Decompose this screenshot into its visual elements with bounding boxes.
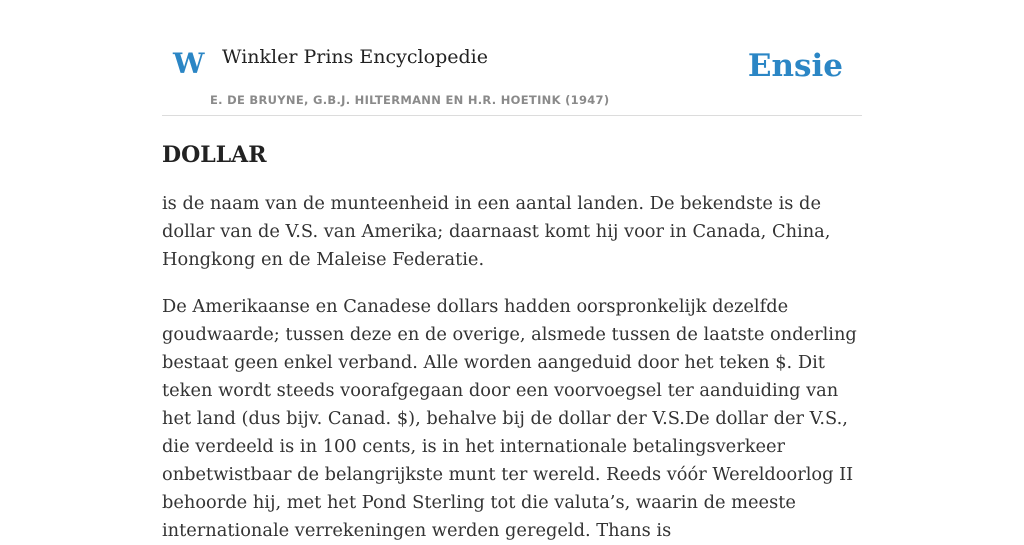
entry-paragraph: De Amerikaanse en Canadese dollars hadden oorspronkelijk dezelfde goudwaarde; tussen deze en de overige, alsmede tussen de laatste onderling bestaat geen enkel verband. Alle worden aangeduid door het teken $. Dit teken wordt steeds voorafgegaan door een voorvoegsel ter aanduiding van het land (dus bijv. Canad. $), behalve bij de dollar der V.S.De dollar der V.S., die verdeeld is in 100 cents, is in het internationale betalingsverkeer onbetwistbaar de belangrijkste munt ter wereld. Reeds vóór Wereldoorlog II behoorde hij, met het Pond Sterling tot die valuta’s, waarin de meeste internationale verrekeningen werden geregeld. Thans is: [162, 296, 857, 542]
entry-title: DOLLAR: [162, 142, 267, 168]
source-header: [162, 0, 862, 116]
entry-paragraph: is de naam van de munteenheid in een aantal landen. De bekendste is de dollar van de V.S. van Amerika; daarnaast komt hij voor in Canada, China, Hongkong en de Maleise Federatie.: [162, 193, 831, 271]
source-logo[interactable]: W: [173, 47, 205, 80]
page: [162, 0, 862, 545]
entry-body: [162, 190, 862, 545]
source-authors: E. DE BRUYNE, G.B.J. HILTERMANN EN H.R. HOETINK (1947): [210, 93, 610, 107]
source-title[interactable]: Winkler Prins Encyclopedie: [222, 46, 488, 68]
ensie-logo[interactable]: Ensie: [747, 48, 843, 84]
